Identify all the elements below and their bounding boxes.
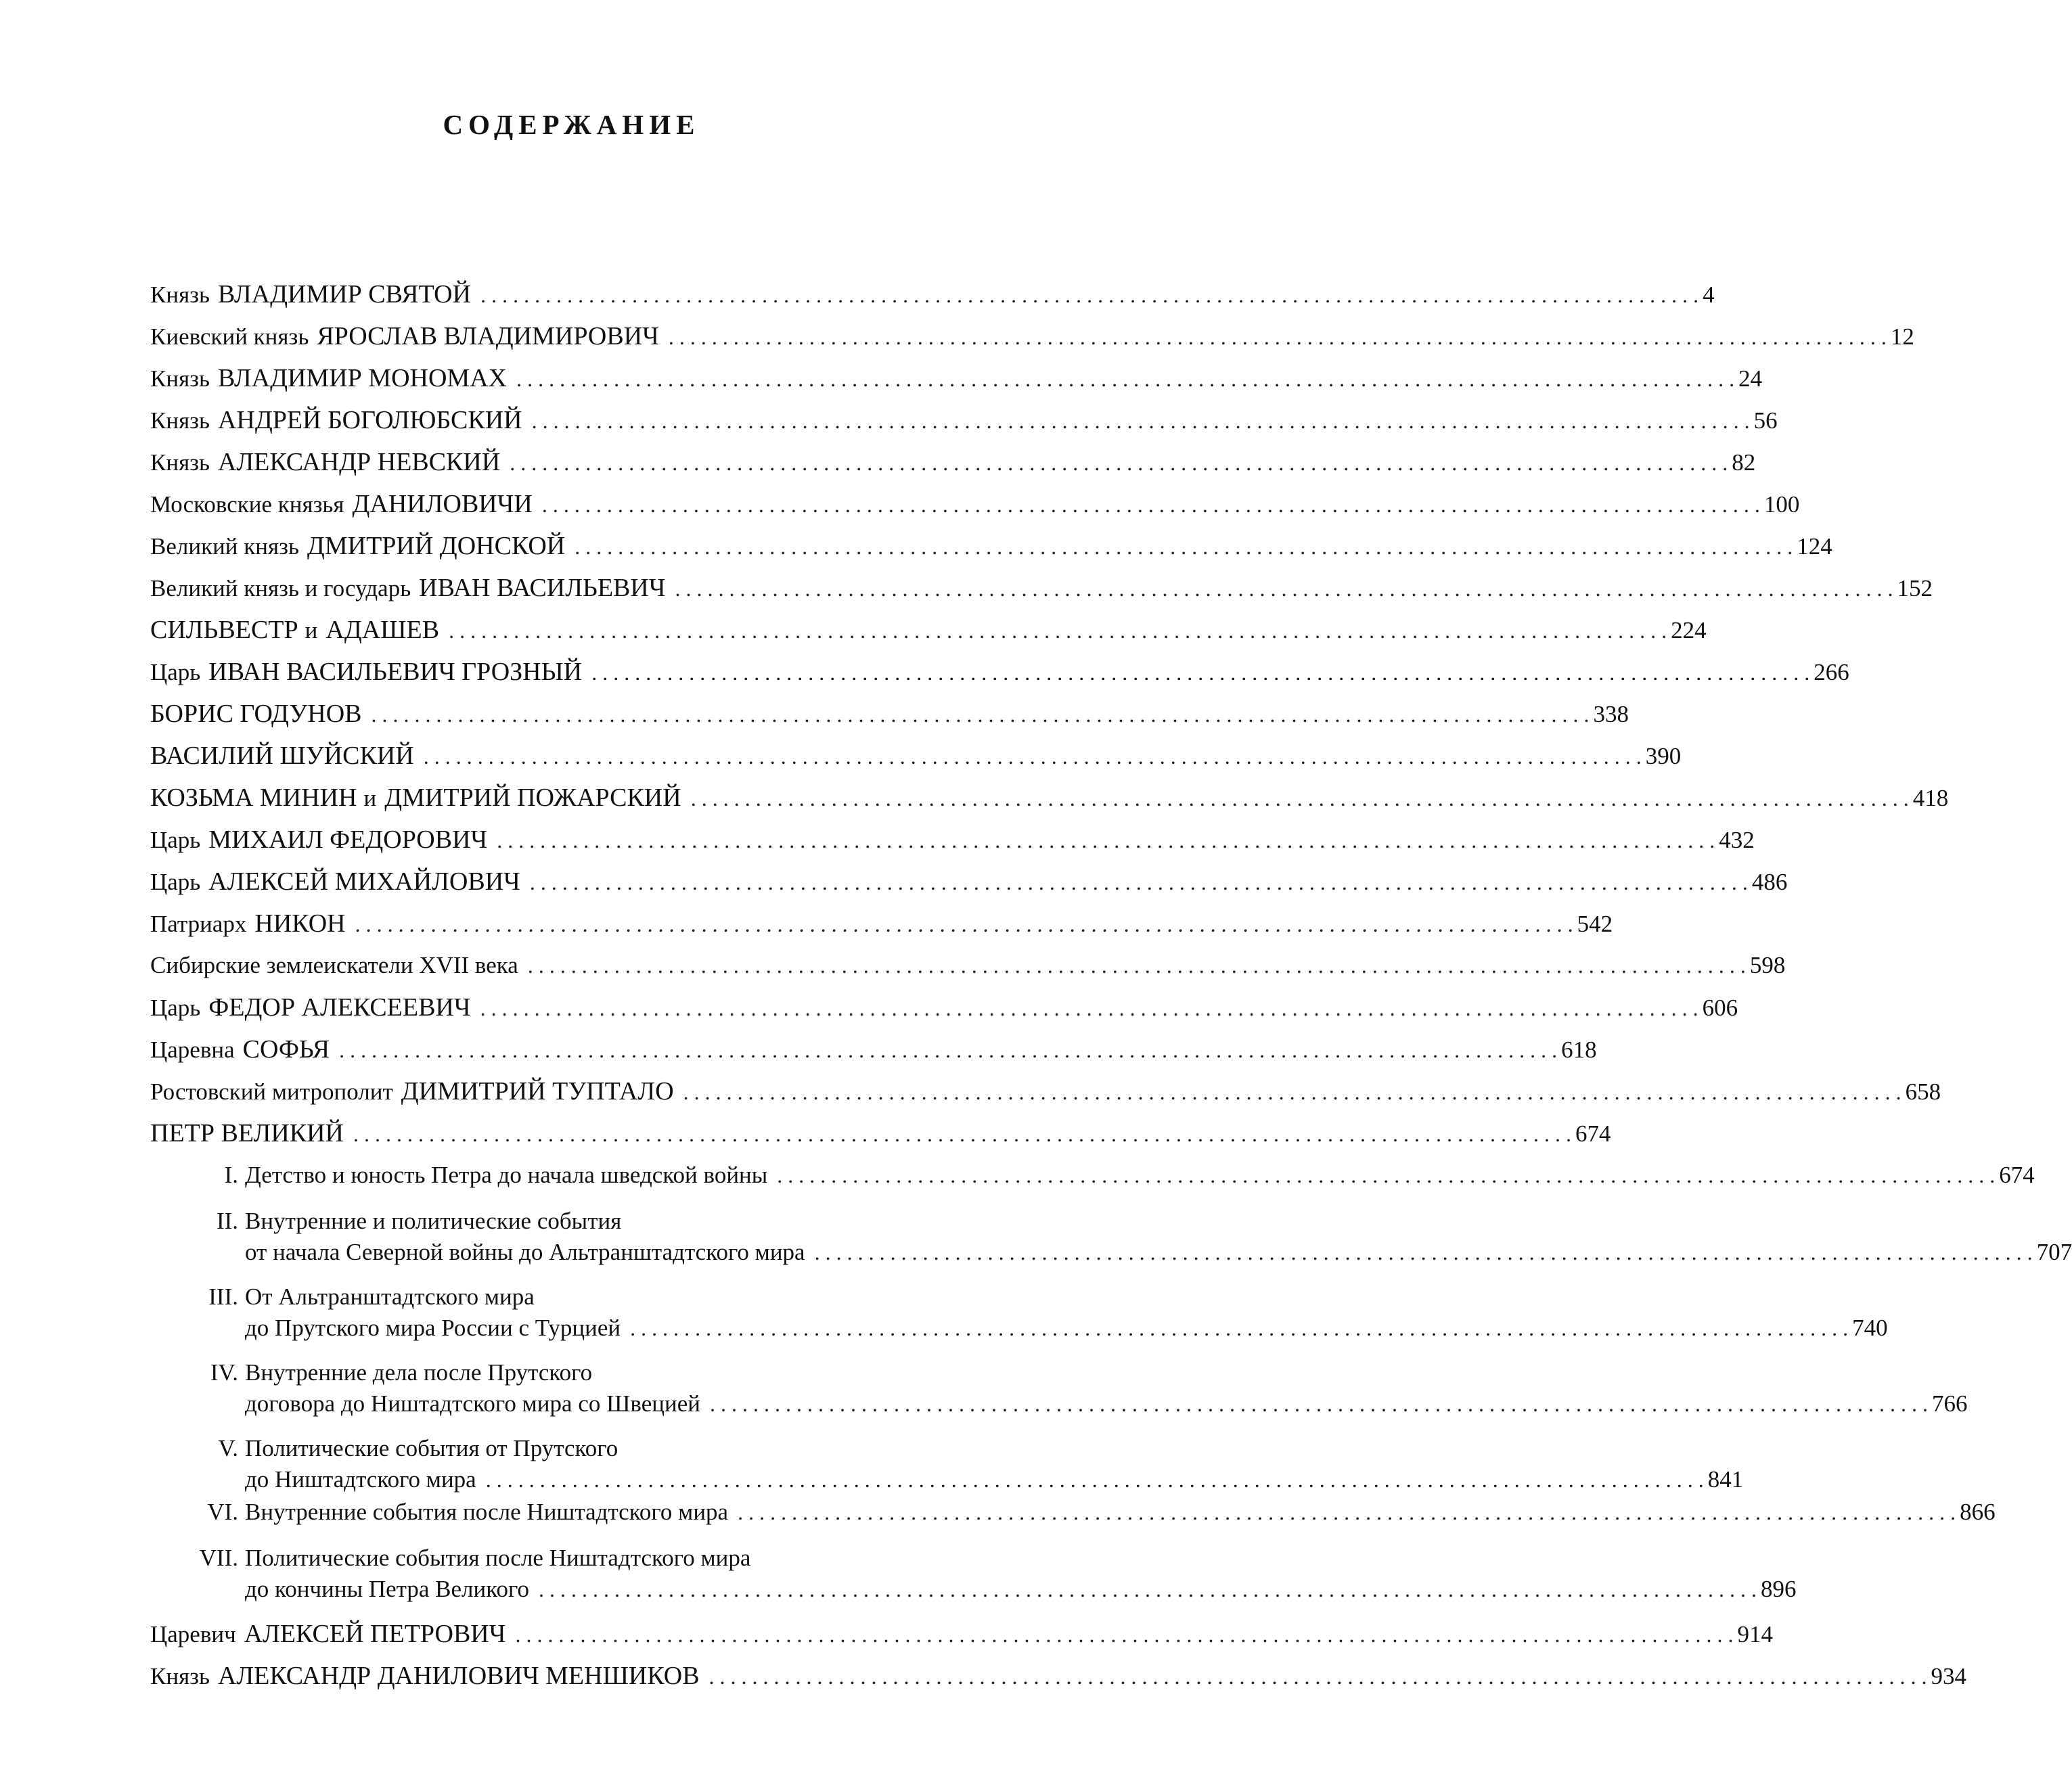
subsection-title-line2 bbox=[245, 1237, 2072, 1268]
entry-name-second: ДМИТРИЙ ПОЖАРСКИЙ bbox=[384, 783, 681, 812]
entry-name: ДАНИЛОВИЧИ bbox=[352, 490, 533, 518]
entry-page-number: 542 bbox=[1577, 911, 1613, 937]
entry-lead: Ростовский митрополит bbox=[150, 1078, 393, 1105]
subsection-page-number: 896 bbox=[1760, 1576, 1797, 1602]
entry-page-number: 12 bbox=[1890, 323, 1914, 350]
toc-entry[interactable] bbox=[150, 986, 1738, 1028]
subsection-title-line2 bbox=[245, 1574, 1796, 1605]
toc-subsection[interactable] bbox=[150, 1433, 1744, 1495]
entry-lead: Царевна bbox=[150, 1037, 235, 1063]
subsection-title-line2 bbox=[245, 1464, 1743, 1495]
entry-name: ПЕТР ВЕЛИКИЙ bbox=[150, 1119, 344, 1147]
entry-name: ВЛАДИМИР МОНОМАХ bbox=[217, 364, 508, 392]
dot-leader bbox=[449, 610, 1667, 652]
entry-page-number: 418 bbox=[1912, 785, 1949, 811]
entry-page-number: 934 bbox=[1931, 1663, 1967, 1689]
dot-leader bbox=[691, 777, 1909, 819]
dot-leader bbox=[683, 1071, 1901, 1113]
dot-leader bbox=[542, 484, 1760, 526]
entry-lead: Князь bbox=[150, 281, 210, 308]
entry-name: АЛЕКСЕЙ МИХАЙЛОВИЧ bbox=[208, 867, 520, 896]
toc-main-list bbox=[150, 273, 1949, 1154]
subsection-body bbox=[245, 1206, 2072, 1268]
entry-lead: Царь bbox=[150, 827, 201, 853]
dot-leader bbox=[530, 861, 1748, 903]
dot-leader bbox=[591, 652, 1809, 693]
subsection-body bbox=[245, 1433, 1743, 1495]
subsection-page-number: 866 bbox=[1960, 1499, 1996, 1525]
subsection-title-line1: Политические события после Ништадтского мира bbox=[245, 1545, 751, 1571]
toc-final-list bbox=[150, 1613, 1967, 1697]
dot-leader bbox=[480, 987, 1698, 1029]
toc-subsection[interactable] bbox=[150, 1158, 2035, 1192]
toc-entry[interactable] bbox=[150, 567, 1933, 609]
toc-subsection[interactable] bbox=[150, 1543, 1797, 1605]
entry-name: АЛЕКСАНДР НЕВСКИЙ bbox=[217, 448, 501, 476]
toc-entry[interactable] bbox=[150, 441, 1756, 483]
entry-name: ИВАН ВАСИЛЬЕВИЧ ГРОЗНЫЙ bbox=[208, 658, 583, 686]
entry-page-number: 432 bbox=[1719, 827, 1755, 853]
subsection-body bbox=[245, 1495, 1996, 1529]
subsection-title-line1: Внутренние дела после Прутского bbox=[245, 1359, 593, 1386]
entry-name: ИВАН ВАСИЛЬЕВИЧ bbox=[419, 574, 666, 602]
dot-leader bbox=[515, 1614, 1733, 1656]
dot-leader bbox=[516, 358, 1734, 400]
entry-name: ДИМИТРИЙ ТУПТАЛО bbox=[401, 1077, 674, 1106]
dot-leader bbox=[339, 1029, 1557, 1071]
entry-lead: Царь bbox=[150, 659, 201, 685]
entry-lead: Патриарх bbox=[150, 911, 247, 937]
entry-name: КОЗЬМА МИНИН bbox=[150, 783, 357, 812]
toc-entry[interactable] bbox=[150, 273, 1715, 315]
entry-page-number: 100 bbox=[1763, 491, 1800, 518]
entry-lead: Царь bbox=[150, 995, 201, 1021]
subsection-text: от начала Северной войны до Альтранштадтского мира bbox=[245, 1239, 805, 1265]
subsection-page-number: 841 bbox=[1707, 1466, 1744, 1493]
subsection-text: Внутренние события после Ништадтского мира bbox=[245, 1499, 729, 1525]
toc-entry[interactable] bbox=[150, 903, 1613, 945]
entry-conjunction: и bbox=[305, 617, 318, 643]
subsection-text: договора до Ништадтского мира со Швецией bbox=[245, 1390, 700, 1417]
subsection-title-line2 bbox=[245, 1388, 1968, 1419]
entry-lead: Князь bbox=[150, 407, 210, 434]
entry-name: МИХАИЛ ФЕДОРОВИЧ bbox=[208, 825, 488, 854]
dot-leader bbox=[709, 1656, 1927, 1698]
dot-leader bbox=[497, 819, 1715, 861]
entry-page-number: 82 bbox=[1732, 449, 1756, 476]
entry-page-number: 390 bbox=[1645, 743, 1682, 769]
toc-entry[interactable] bbox=[150, 609, 1707, 651]
toc-entry[interactable] bbox=[150, 945, 1786, 986]
entry-page-number: 4 bbox=[1703, 281, 1715, 308]
subsection-body bbox=[245, 1281, 1888, 1344]
dot-leader bbox=[371, 693, 1590, 735]
subsection-number: IV. bbox=[210, 1359, 238, 1386]
dot-leader bbox=[738, 1495, 1956, 1529]
subsection-title-line1: От Альтранштадтского мира bbox=[245, 1283, 535, 1310]
entry-name: ДМИТРИЙ ДОНСКОЙ bbox=[307, 532, 566, 560]
entry-name: СОФЬЯ bbox=[242, 1035, 330, 1064]
toc-entry[interactable] bbox=[150, 1028, 1597, 1070]
entry-lead: Князь bbox=[150, 1663, 210, 1689]
subsection-number: II. bbox=[216, 1208, 238, 1234]
entry-page-number: 266 bbox=[1814, 659, 1849, 685]
subsection-number: VII. bbox=[199, 1545, 238, 1571]
entry-page-number: 658 bbox=[1905, 1078, 1941, 1105]
toc-entry[interactable] bbox=[150, 861, 1788, 903]
dot-leader bbox=[486, 1464, 1704, 1495]
entry-lead: Великий князь и государь bbox=[150, 575, 411, 601]
toc-entry[interactable] bbox=[150, 1655, 1967, 1697]
entry-conjunction: и bbox=[363, 785, 377, 811]
entry-lead: Царь bbox=[150, 869, 201, 895]
toc-subsections bbox=[150, 1158, 2072, 1605]
toc-entry[interactable] bbox=[150, 483, 1800, 525]
dot-leader bbox=[777, 1158, 1995, 1192]
entry-page-number: 598 bbox=[1749, 952, 1786, 978]
entry-name: АЛЕКСЕЙ ПЕТРОВИЧ bbox=[244, 1620, 506, 1648]
subsection-title-line1: Внутренние и политические события bbox=[245, 1208, 622, 1234]
subsection-page-number: 766 bbox=[1932, 1390, 1968, 1417]
toc-subsection[interactable] bbox=[150, 1495, 1996, 1529]
entry-name: ВЛАДИМИР СВЯТОЙ bbox=[217, 280, 472, 309]
dot-leader bbox=[528, 945, 1746, 986]
entry-name: БОРИС ГОДУНОВ bbox=[150, 700, 362, 728]
entry-name: НИКОН bbox=[254, 909, 346, 938]
subsection-page-number: 707 bbox=[2036, 1239, 2072, 1265]
entry-page-number: 224 bbox=[1671, 617, 1707, 643]
toc-entry[interactable] bbox=[150, 651, 1849, 693]
entry-page-number: 674 bbox=[1575, 1120, 1611, 1147]
entry-page-number: 152 bbox=[1897, 575, 1933, 601]
entry-lead: Князь bbox=[150, 449, 210, 476]
entry-lead: Сибирские землеискатели XVII века bbox=[150, 952, 518, 978]
entry-lead: Царевич bbox=[150, 1621, 236, 1647]
toc-entry[interactable] bbox=[150, 525, 1832, 567]
toc-entry[interactable] bbox=[150, 693, 1629, 735]
subsection-number: V. bbox=[218, 1435, 238, 1461]
toc-entry[interactable] bbox=[150, 1613, 1773, 1655]
entry-lead: Великий князь bbox=[150, 533, 299, 560]
dot-leader bbox=[532, 400, 1750, 442]
dot-leader bbox=[480, 274, 1698, 316]
dot-leader bbox=[424, 735, 1642, 777]
entry-page-number: 606 bbox=[1702, 995, 1738, 1021]
entry-page-number: 486 bbox=[1751, 869, 1788, 895]
toc-subsection[interactable] bbox=[150, 1281, 1888, 1344]
subsection-body bbox=[245, 1158, 2035, 1192]
subsection-title-line2 bbox=[245, 1158, 2035, 1192]
subsection-number: I. bbox=[224, 1162, 238, 1188]
dot-leader bbox=[510, 442, 1728, 484]
toc-entry[interactable] bbox=[150, 1112, 1611, 1154]
toc-entry[interactable] bbox=[150, 777, 1949, 819]
subsection-title-line1: Политические события от Прутского bbox=[245, 1435, 618, 1461]
page-title: СОДЕРЖАНИЕ bbox=[443, 109, 700, 140]
subsection-page-number: 674 bbox=[1999, 1162, 2035, 1188]
toc-subsection[interactable] bbox=[150, 1206, 2072, 1268]
toc-entry[interactable] bbox=[150, 735, 1682, 777]
dot-leader bbox=[630, 1313, 1848, 1344]
entry-name: ВАСИЛИЙ ШУЙСКИЙ bbox=[150, 742, 414, 770]
toc-entry[interactable] bbox=[150, 819, 1755, 861]
entry-page-number: 914 bbox=[1737, 1621, 1773, 1647]
entry-name: СИЛЬВЕСТР bbox=[150, 616, 298, 644]
table-of-contents bbox=[150, 273, 2072, 1697]
subsection-text: до кончины Петра Великого bbox=[245, 1576, 529, 1602]
entry-page-number: 24 bbox=[1738, 365, 1763, 392]
entry-page-number: 124 bbox=[1797, 533, 1832, 560]
dot-leader bbox=[815, 1237, 2033, 1268]
entry-lead: Князь bbox=[150, 365, 210, 392]
subsection-body bbox=[245, 1543, 1796, 1605]
subsection-text: до Прутского мира России с Турцией bbox=[245, 1315, 621, 1341]
dot-leader bbox=[675, 568, 1893, 610]
toc-entry[interactable] bbox=[150, 1070, 1941, 1112]
entry-name: ФЕДОР АЛЕКСЕЕВИЧ bbox=[208, 993, 471, 1022]
dot-leader bbox=[575, 526, 1793, 568]
subsection-text: до Ништадтского мира bbox=[245, 1466, 476, 1493]
subsection-title-line2 bbox=[245, 1495, 1996, 1529]
subsection-title-line2 bbox=[245, 1313, 1888, 1344]
entry-page-number: 56 bbox=[1753, 407, 1778, 434]
entry-lead: Московские князья bbox=[150, 491, 344, 518]
toc-entry[interactable] bbox=[150, 357, 1763, 399]
toc-entry[interactable] bbox=[150, 399, 1778, 441]
subsection-page-number: 740 bbox=[1852, 1315, 1888, 1341]
entry-name: ЯРОСЛАВ ВЛАДИМИРОВИЧ bbox=[317, 322, 659, 350]
dot-leader bbox=[355, 903, 1573, 945]
dot-leader bbox=[710, 1388, 1928, 1419]
entry-name-second: АДАШЕВ bbox=[325, 616, 440, 644]
dot-leader bbox=[353, 1113, 1571, 1155]
subsection-body bbox=[245, 1357, 1968, 1419]
dot-leader bbox=[539, 1574, 1757, 1605]
entry-name: АЛЕКСАНДР ДАНИЛОВИЧ МЕНШИКОВ bbox=[217, 1662, 700, 1690]
subsection-number: III. bbox=[208, 1283, 238, 1310]
dot-leader bbox=[669, 316, 1887, 358]
toc-subsection[interactable] bbox=[150, 1357, 1968, 1419]
subsection-number: VI. bbox=[207, 1499, 238, 1525]
entry-name: АНДРЕЙ БОГОЛЮБСКИЙ bbox=[217, 406, 522, 434]
subsection-text: Детство и юность Петра до начала шведской войны bbox=[245, 1162, 768, 1188]
entry-lead: Киевский князь bbox=[150, 323, 309, 350]
toc-entry[interactable] bbox=[150, 315, 1914, 357]
entry-page-number: 618 bbox=[1561, 1037, 1597, 1063]
entry-page-number: 338 bbox=[1593, 701, 1629, 727]
